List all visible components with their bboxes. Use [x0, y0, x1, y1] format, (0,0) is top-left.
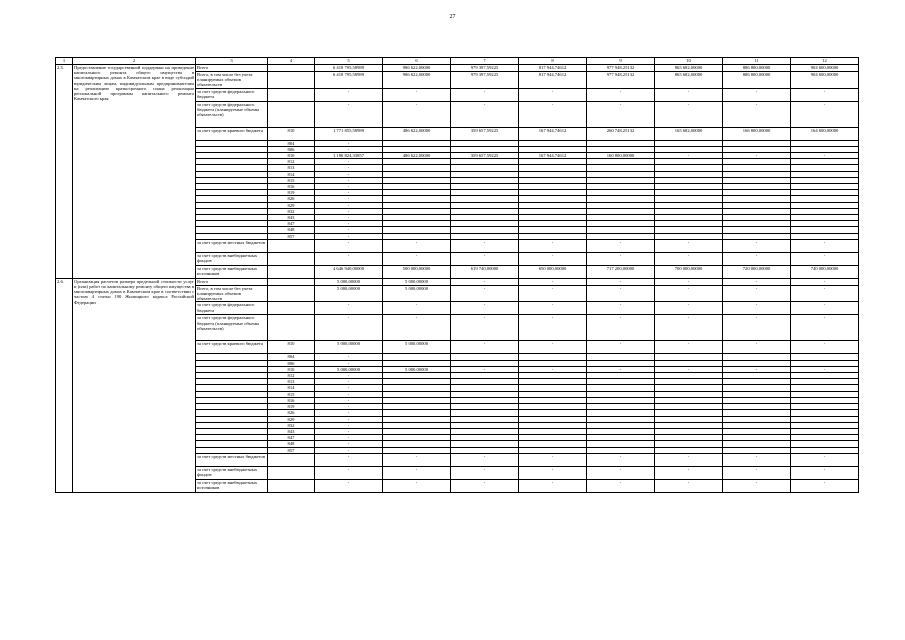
amount-cell: 5 000,00000 [383, 278, 451, 285]
amount-cell: - [315, 404, 383, 410]
amount-cell: - [315, 233, 383, 239]
header-cell: 8 [519, 58, 587, 65]
budget-code [268, 65, 315, 72]
amount-cell: 865 682,00000 [655, 65, 723, 72]
amount-cell: - [315, 190, 383, 196]
amount-cell: - [587, 302, 655, 315]
amount-cell: - [723, 366, 791, 372]
amount-cell: - [315, 410, 383, 416]
amount-cell: - [315, 252, 383, 265]
amount-cell: - [791, 315, 859, 341]
amount-cell: - [383, 239, 451, 252]
amount-cell: - [655, 366, 723, 372]
budget-code [268, 88, 315, 101]
amount-cell: - [315, 422, 383, 428]
budget-code: 847 [268, 435, 315, 441]
amount-cell: - [791, 239, 859, 252]
budget-code: 804 [268, 140, 315, 146]
amount-cell: - [315, 177, 383, 183]
budget-code [268, 252, 315, 265]
amount-cell: 5 000,00000 [315, 366, 383, 372]
budget-code: 813 [268, 379, 315, 385]
amount-cell: - [315, 184, 383, 190]
amount-cell: 986 622,00000 [383, 72, 451, 89]
amount-cell: - [723, 101, 791, 127]
amount-cell: - [451, 366, 519, 372]
amount-cell: - [723, 252, 791, 265]
amount-cell: - [655, 302, 723, 315]
header-cell: 3 [196, 58, 268, 65]
amount-cell: - [655, 466, 723, 479]
amount-cell: 500 000,00000 [383, 265, 451, 278]
budget-code: 847 [268, 221, 315, 227]
funding-source: за счет средств внебюджетных источников [196, 479, 268, 492]
amount-cell: - [315, 453, 383, 466]
budget-code [268, 278, 315, 285]
amount-cell: - [383, 453, 451, 466]
amount-cell: - [587, 252, 655, 265]
amount-cell: - [791, 366, 859, 372]
amount-cell: - [723, 153, 791, 159]
amount-cell: - [791, 453, 859, 466]
amount-cell: - [451, 479, 519, 492]
budget-code: 832 [268, 422, 315, 428]
amount-cell: 5 000,00000 [315, 278, 383, 285]
amount-cell: - [315, 221, 383, 227]
budget-code: 843 [268, 215, 315, 221]
amount-cell: - [451, 239, 519, 252]
amount-cell: 486 622,00000 [383, 153, 451, 159]
amount-cell: 359 657,59225 [451, 153, 519, 159]
amount-cell: - [383, 88, 451, 101]
amount-cell: - [723, 302, 791, 315]
budget-code [268, 479, 315, 492]
amount-cell: - [655, 88, 723, 101]
amount-cell: - [315, 227, 383, 233]
budget-code: 829 [268, 202, 315, 208]
amount-cell: 700 000,00000 [655, 265, 723, 278]
amount-cell: 166 800,00000 [723, 127, 791, 140]
amount-cell: - [315, 215, 383, 221]
header-cell: 11 [723, 58, 791, 65]
budget-code: 819 [268, 404, 315, 410]
amount-cell: - [451, 302, 519, 315]
amount-cell: - [315, 397, 383, 403]
amount-cell: - [791, 341, 859, 354]
section-number: 2.6. [56, 278, 73, 492]
amount-cell: - [723, 479, 791, 492]
amount-cell: - [723, 278, 791, 285]
amount-cell: - [451, 341, 519, 354]
budget-code: 806 [268, 146, 315, 152]
amount-cell: - [519, 101, 587, 127]
budget-code: 814 [268, 385, 315, 391]
amount-cell: - [315, 479, 383, 492]
amount-cell: - [315, 88, 383, 101]
section-description: Организация расчетов размера предельной стоимости услуг и (или) работ по капитальному ремонту общего имущества в многоквартирных домах в Камчатском крае в соответствии с частью 4 статьи 190 Жилищного кодекса Российской Федерации [73, 278, 196, 492]
amount-cell: - [587, 101, 655, 127]
budget-code: 814 [268, 171, 315, 177]
amount-cell: - [315, 159, 383, 165]
amount-cell: - [519, 466, 587, 479]
funding-source: за счет средств краевого бюджета [196, 127, 268, 140]
funding-source: Всего [196, 65, 268, 72]
budget-code: 816 [268, 184, 315, 190]
header-cell: 5 [315, 58, 383, 65]
amount-cell: 986 622,00000 [383, 65, 451, 72]
budget-code: 812 [268, 159, 315, 165]
amount-cell: - [791, 153, 859, 159]
amount-cell: - [655, 153, 723, 159]
amount-cell: - [519, 315, 587, 341]
amount-cell: - [315, 315, 383, 341]
amount-cell: - [315, 373, 383, 379]
amount-cell: - [791, 278, 859, 285]
amount-cell: 886 800,00000 [723, 65, 791, 72]
amount-cell: - [655, 239, 723, 252]
amount-cell: - [655, 252, 723, 265]
funding-source: за счет средств краевого бюджета [196, 341, 268, 354]
amount-cell: 619 740,00000 [451, 265, 519, 278]
amount-cell: - [791, 88, 859, 101]
budget-code: 813 [268, 165, 315, 171]
header-cell: 9 [587, 58, 655, 65]
amount-cell: 167 944,74612 [519, 127, 587, 140]
amount-cell: - [723, 466, 791, 479]
funding-source: за счет средств местных бюджетов [196, 239, 268, 252]
amount-cell: 979 397,59225 [451, 72, 519, 89]
amount-cell: - [451, 315, 519, 341]
amount-cell: - [655, 479, 723, 492]
budget-code [268, 315, 315, 341]
amount-cell: - [315, 360, 383, 366]
budget-code: 810 [268, 341, 315, 354]
amount-cell: - [451, 278, 519, 285]
amount-cell: - [519, 278, 587, 285]
budget-code: 843 [268, 428, 315, 434]
budget-code: 810 [268, 127, 315, 140]
amount-cell: - [315, 302, 383, 315]
amount-cell: - [587, 341, 655, 354]
amount-cell: 720 000,00000 [723, 265, 791, 278]
funding-source: Всего, в том числе без учета планируемых объемов обязательств [196, 285, 268, 302]
amount-cell: - [587, 88, 655, 101]
funding-source: за счет средств федерального бюджета (планируемые объемы обязательств) [196, 315, 268, 341]
amount-cell: - [723, 285, 791, 302]
budget-code: 832 [268, 208, 315, 214]
amount-cell: 5 000,00000 [383, 341, 451, 354]
amount-cell: - [315, 428, 383, 434]
amount-cell: - [315, 441, 383, 447]
page-number: 27 [449, 14, 456, 20]
budget-code: 857 [268, 233, 315, 239]
budget-code: 815 [268, 391, 315, 397]
amount-cell: 886 800,00000 [723, 72, 791, 89]
amount-cell: 5 000,00000 [315, 341, 383, 354]
budget-code [268, 302, 315, 315]
amount-cell: - [655, 341, 723, 354]
table-row [56, 278, 859, 285]
amount-cell: - [587, 278, 655, 285]
amount-cell: - [587, 285, 655, 302]
amount-cell: 977 948,25132 [587, 65, 655, 72]
amount-cell: - [315, 385, 383, 391]
budget-code [268, 453, 315, 466]
amount-cell: - [587, 366, 655, 372]
budget-code: 810 [268, 366, 315, 372]
header-row [56, 58, 859, 65]
amount-cell: - [655, 101, 723, 127]
amount-cell: 5 000,00000 [383, 366, 451, 372]
amount-cell: - [315, 416, 383, 422]
amount-cell: 167 944,74612 [519, 153, 587, 159]
amount-cell: 4 646 940,00000 [315, 265, 383, 278]
budget-code: 815 [268, 177, 315, 183]
amount-cell: - [519, 252, 587, 265]
amount-cell: - [451, 101, 519, 127]
amount-cell: - [315, 202, 383, 208]
budget-code: 826 [268, 196, 315, 202]
amount-cell: - [315, 435, 383, 441]
amount-cell: - [791, 101, 859, 127]
amount-cell: - [587, 466, 655, 479]
amount-cell: - [655, 278, 723, 285]
amount-cell: - [723, 239, 791, 252]
amount-cell: 359 657,59225 [451, 127, 519, 140]
amount-cell: 977 948,25132 [587, 72, 655, 89]
amount-cell: 817 944,74612 [519, 65, 587, 72]
amount-cell: - [315, 140, 383, 146]
amount-cell: - [791, 285, 859, 302]
amount-cell: - [383, 479, 451, 492]
table-row [56, 65, 859, 72]
amount-cell: - [383, 315, 451, 341]
amount-cell: - [519, 88, 587, 101]
header-cell: 4 [268, 58, 315, 65]
amount-cell: 979 397,59225 [451, 65, 519, 72]
amount-cell: - [451, 453, 519, 466]
amount-cell: - [315, 391, 383, 397]
amount-cell: - [723, 453, 791, 466]
header-cell: 6 [383, 58, 451, 65]
amount-cell: - [451, 285, 519, 302]
amount-cell: - [587, 479, 655, 492]
budget-code: 819 [268, 190, 315, 196]
amount-cell: - [519, 239, 587, 252]
amount-cell: 5 000,00000 [315, 285, 383, 302]
budget-code [268, 239, 315, 252]
amount-cell: 1 771 855,58989 [315, 127, 383, 140]
budget-table [55, 57, 859, 493]
header-cell: 2 [73, 58, 196, 65]
amount-cell: 486 622,00000 [383, 127, 451, 140]
amount-cell: - [451, 88, 519, 101]
amount-cell: - [519, 285, 587, 302]
amount-cell: - [315, 196, 383, 202]
amount-cell: 740 000,00000 [791, 265, 859, 278]
amount-cell: 6 418 795,58989 [315, 72, 383, 89]
amount-cell: - [587, 239, 655, 252]
amount-cell: - [519, 302, 587, 315]
amount-cell: - [519, 341, 587, 354]
amount-cell: - [383, 466, 451, 479]
amount-cell: - [655, 453, 723, 466]
amount-cell: 650 000,00000 [519, 265, 587, 278]
amount-cell: 817 944,74612 [519, 72, 587, 89]
header-cell: 1 [56, 58, 73, 65]
amount-cell: - [383, 101, 451, 127]
amount-cell: - [655, 315, 723, 341]
header-cell: 7 [451, 58, 519, 65]
funding-source: за счет средств внебюджетных источников [196, 265, 268, 278]
amount-cell: - [723, 88, 791, 101]
budget-code: 816 [268, 397, 315, 403]
budget-code [268, 101, 315, 127]
budget-code: 812 [268, 373, 315, 379]
budget-code: 848 [268, 227, 315, 233]
amount-cell: - [519, 479, 587, 492]
amount-cell: - [315, 354, 383, 360]
amount-cell: - [451, 466, 519, 479]
amount-cell: - [315, 165, 383, 171]
budget-code [268, 466, 315, 479]
amount-cell: - [315, 239, 383, 252]
funding-source: за счет средств внебюджетных фондов [196, 252, 268, 265]
budget-code: 804 [268, 354, 315, 360]
amount-cell: 165 682,00000 [655, 127, 723, 140]
amount-cell: - [587, 453, 655, 466]
header-cell: 10 [655, 58, 723, 65]
amount-cell: - [723, 341, 791, 354]
amount-cell: - [791, 302, 859, 315]
amount-cell: - [519, 366, 587, 372]
budget-code [268, 265, 315, 278]
section-number: 2.5. [56, 65, 73, 279]
budget-code: 848 [268, 441, 315, 447]
budget-code: 857 [268, 447, 315, 453]
amount-cell: 164 600,00000 [791, 127, 859, 140]
funding-source: за счет средств федерального бюджета [196, 302, 268, 315]
amount-cell: 160 800,00000 [587, 153, 655, 159]
amount-cell: - [315, 101, 383, 127]
amount-cell: 1 186 824,33857 [315, 153, 383, 159]
amount-cell: 6 418 795,58989 [315, 65, 383, 72]
amount-cell: 5 000,00000 [383, 285, 451, 302]
funding-source: Всего [196, 278, 268, 285]
amount-cell: 260 748,25132 [587, 127, 655, 140]
budget-code [268, 285, 315, 302]
amount-cell: - [519, 453, 587, 466]
budget-code: 826 [268, 410, 315, 416]
header-cell: 12 [791, 58, 859, 65]
budget-code: 829 [268, 416, 315, 422]
amount-cell: - [315, 447, 383, 453]
amount-cell: - [723, 315, 791, 341]
amount-cell: - [791, 479, 859, 492]
amount-cell: - [655, 285, 723, 302]
funding-source: Всего, в том числе без учета планируемых объемов обязательств [196, 72, 268, 89]
amount-cell: - [383, 252, 451, 265]
budget-code: 810 [268, 153, 315, 159]
budget-code [268, 72, 315, 89]
amount-cell: 904 600,00000 [791, 72, 859, 89]
amount-cell: - [451, 252, 519, 265]
funding-source: за счет средств внебюджетных фондов [196, 466, 268, 479]
funding-source: за счет средств местных бюджетов [196, 453, 268, 466]
amount-cell: - [315, 208, 383, 214]
amount-cell: 717 200,00000 [587, 265, 655, 278]
amount-cell: - [315, 379, 383, 385]
amount-cell: - [791, 466, 859, 479]
amount-cell: - [315, 171, 383, 177]
amount-cell: - [587, 315, 655, 341]
amount-cell: - [315, 466, 383, 479]
amount-cell: - [383, 302, 451, 315]
funding-source: за счет средств федерального бюджета [196, 88, 268, 101]
amount-cell: 865 682,00000 [655, 72, 723, 89]
amount-cell: - [315, 146, 383, 152]
budget-code: 806 [268, 360, 315, 366]
amount-cell: 904 600,00000 [791, 65, 859, 72]
section-description: Предоставление государственной поддержки на проведение капитального ремонта общего имущества в многоквартирных домах в Камчатском крае в виде субсидий юридическим лицам, индивидуальным предпринимателям на реализацию краткосрочного плана реализации региональной программы капитального ремонта Камчатского края [73, 65, 196, 279]
amount-cell: - [791, 252, 859, 265]
funding-source: за счет средств федерального бюджета (планируемые объемы обязательств) [196, 101, 268, 127]
